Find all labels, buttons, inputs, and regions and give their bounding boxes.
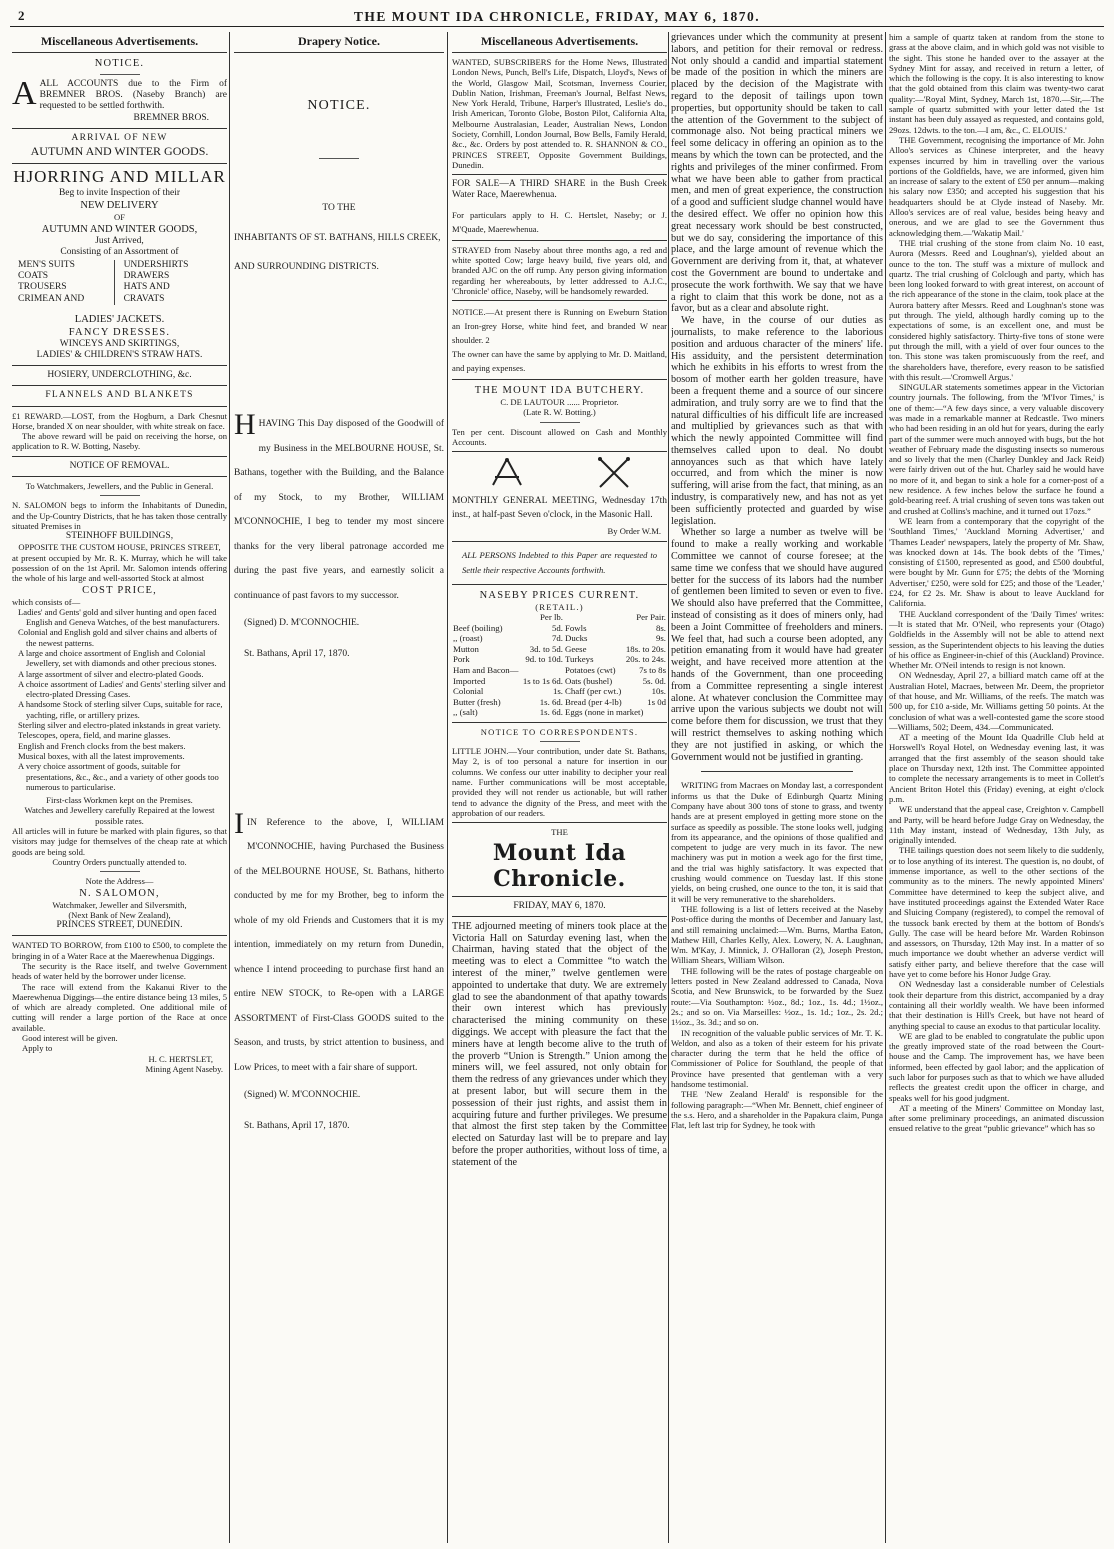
cell: Pork: [453, 654, 470, 665]
cell: 5d.: [551, 622, 563, 633]
address-note: Note the Address—: [85, 876, 154, 887]
divider: [540, 422, 580, 423]
news-item: WE learn from a contemporary that the copyright of the 'Southland Times,' 'Auckland Morning Advertiser,' and 'Thames Leader' newspapers, lately the property of Mr. Shaw, was knocked down at 14s. The book debts of the 'Times,' consisting of £1500, represented as good, and £500 doubtful, were bought by Mr. Gunn for £75; the debts of the 'Morning Advertiser,' £250, were sold for £25; and those of the 'Leader,' £24, for £2 2s. Mr. Shaw is about to leave Auckland for California.: [889, 515, 1104, 609]
table-row: [452, 623, 667, 634]
reference-notice-body: IN Reference to the above, I, WILLIAM M'CONNOCHIE, having Purchased the Business of the MELBOURNE HOUSE, St. Bathans, hitherto conducted by me for my Brother, beg to inform the whole of my old Friends and Customers that it is my intention, immediately on my return from Dunedin, whence I intend proceeding to purchase first hand an entire NEW STOCK, to Re-open with a LARGE ASSORTMENT of First-Class GOODS suited to the Season, and trusts, by strict attention to business, and Low Prices, to meet with a fair share of support.: [234, 817, 444, 1073]
address-street: PRINCES STREET, DUNEDIN.: [56, 920, 183, 931]
cell: 9s.: [655, 633, 666, 644]
firm-intro: Beg to invite Inspection of their: [58, 188, 181, 199]
dateline: FRIDAY, MAY 6, 1870.: [513, 900, 606, 911]
column-header: Per Pair.: [636, 611, 666, 622]
sale-ad: FOR SALE—A THIRD SHARE in the Bush Creek Water Race, Maerewhenua.: [452, 179, 667, 201]
news-item: AT a meeting of the Mount Ida Quadrille Club held at Horswell's Royal Hotel, on Wednesday evening last, it was arranged that the first assembly of the season should take place on Thursday next, 12th inst. The Committee appointed to complete the necessary arrangements is to meet in Collett's Ancient Briton Hotel this (Friday) evening, at eight o'clock p.m.: [889, 732, 1104, 804]
cell: 7d.: [551, 633, 563, 644]
news-item: THE Government, recognising the importance of Mr. John Alloo's services as Chinese interpreter, and the heavy expenses incurred by him in travelling over the various portions of the Goldfields, have, we are informed, given him an increase of salary to the extent of £50 per annum—making his salary now £350; and accepted his suggestion that his headquarters should be at Clyde instead of Naseby. Mr. Alloo's services are of real value, besides being heavy and onerous, and we are glad to see the Government thus acknowledging them.—'Wakatip Mail.': [889, 134, 1104, 238]
news-item: ON Wednesday last a considerable number of Celestials took their departure from this district, accompanied by a dray containing all their worldly wealth. We have been informed that their destination is Hill's Creek, but have not heard of anything special to cause an exodus to that particular locality.: [889, 979, 1104, 1031]
news-item: THE following is a list of letters received at the Naseby Post-office during the months of December and January last, and still remaining unclaimed:—Wm. Burns, Martha Eaton, Mathew Hill, Charles Kelly, Alex. Lowery, N. A. Laughnan, Wm. M'Kay, J. Minnick, J. O'Halloran (2), Joseph Preston, William Shears, William Wilson.: [671, 903, 883, 966]
divider: [12, 128, 227, 129]
borrow-signature-2: Mining Agent Naseby.: [145, 1063, 223, 1074]
stock-item: Ladies' and Gents' gold and silver hunting and open faced English and Geneva Watches, of the best manufacturers.: [18, 606, 220, 628]
stock-item: A large assortment of silver and electro-plated Goods.: [18, 668, 204, 679]
cell: ,, (roast): [453, 633, 483, 644]
firm-line: Just Arrived,: [95, 235, 144, 246]
divider: [701, 771, 853, 772]
prices-subtitle: (RETAIL.): [535, 601, 584, 612]
news-item: THE tailings question does not seem likely to die suddenly, or to lose anything of its interest. The question is, no doubt, of immense importance, as well to the other sections of the community as to the miners. The newly appointed Miners' Committee have determined to keep the subject alive, and have instituted proceedings against the Extended Water Race and Sluicing Company (registered), to compel the removal of the tussock bank erected by them at the bottom of Bonds's Gully. The case will be heard before Mr. Warden Robinson and assessors, on Thursday, 12th May inst. In a matter of so much importance we doubt whether an adverse verdict will satisfy either party, and believe therefore that the case will have yet to come before his Honor Judge Gray.: [889, 845, 1104, 980]
arrival-subtitle: AUTUMN AND WINTER GOODS.: [30, 144, 209, 159]
news-item: AT a meeting of the Miners' Committee on Monday last, after some preliminary proceedings, an animated discussion ensued relative to the great “public grievance” which has so: [889, 1102, 1104, 1134]
correspondents-title: NOTICE TO CORRESPONDENTS.: [480, 726, 639, 737]
goods-item: MEN'S SUITS: [18, 259, 75, 270]
paper-title: Mount Ida Chronicle.: [492, 839, 627, 892]
having-notice-body: HAVING This Day disposed of the Goodwill of my Business in the MELBOURNE HOUSE, St. Bathans, together with the Building, and the Balance of my Stock, to my Brother, WILLIAM M'CONNOCHIE, I beg to tender my most sincere thanks for the very liberal patronage accorded me during the past five years, and earnestly solicit a continuance of past favors to my successor.: [234, 419, 444, 601]
cell: 1s. 6d.: [539, 696, 563, 707]
horse-notice: NOTICE.—At present there is Running on Eweburn Station an Iron-grey Horse, white hind feet, and branded W near shoulder. 2: [452, 307, 667, 346]
goods-item: HATS AND: [123, 282, 170, 293]
table-header-row: [452, 612, 667, 623]
stock-item: Telescopes, opera, field, and marine glasses.: [18, 730, 171, 741]
cell: Turkeys: [564, 654, 594, 665]
divider: [100, 871, 140, 872]
column-2: [234, 32, 444, 1543]
inhabitants: INHABITANTS OF ST. BATHANS, HILLS CREEK, AND SURROUNDING DISTRICTS.: [234, 233, 441, 273]
divider: [452, 300, 667, 301]
table-row: [452, 697, 667, 708]
square-and-compass-icon: [487, 457, 527, 489]
cell: 18s. to 20s.: [625, 643, 666, 654]
address-name: N. SALOMON,: [79, 887, 160, 899]
stock-item: Colonial and English gold and silver chains and alberts of the newest patterns.: [18, 627, 217, 648]
meeting-notice: MONTHLY GENERAL MEETING, Wednesday 17th inst., at half-past Seven o'clock, in the Masonic Hall.: [452, 496, 667, 521]
removal-body-2: at present occupied by Mr. R. K. Murray, which he will take possession of on the 1st April. Mr. Salomon intends offering the whole of his large and well-assorted Stock at almost: [12, 552, 227, 584]
cell: Bread (per 4-lb): [564, 696, 622, 707]
goods-line: LADIES' & CHILDREN'S STRAW HATS.: [36, 349, 203, 360]
divider: [452, 240, 667, 241]
divider: [12, 365, 227, 366]
cell: 1s to 1s 6d.: [522, 675, 563, 686]
subscribers-ad: WANTED, SUBSCRIBERS for the Home News, Illustrated London News, Punch, Bell's Life, Dispatch, Lloyd's, News of the World, Glasgow Mail, Scotsman, Inverness Courier, Dublin Nation, Irishman, Freeman's Journal, Belfast News, New York Herald, Tribune, Harper's Illustrated, Leslie's do., Irish American, Toronto Globe, Boston Pilot, California Alta, Melbourne Australasian, Leader, Australian News, London Society, Cornhill, London Journal, Bow Bells, Family Herald, &c., &c. Orders by post attended to. R. SHANNON & CO., PRINCES STREET, Opposite Government Buildings, Dunedin.: [452, 57, 667, 170]
divider: [12, 456, 227, 457]
cell: Chaff (per cwt.): [564, 686, 622, 697]
prices-table: [452, 612, 667, 718]
stock-item: A choice assortment of Ladies' and Gents' sterling silver and electro-plated Dressing Cases.: [18, 678, 226, 700]
divider: [452, 822, 667, 823]
cell: 7s to 8s: [639, 664, 666, 675]
cell: 1s 0d: [647, 696, 666, 707]
goods-item: UNDERSHIRTS: [123, 259, 189, 270]
workmen-note: First-class Workmen kept on the Premises.: [46, 795, 193, 806]
divider: [452, 896, 667, 897]
column-rule: [668, 32, 669, 1543]
divider: [319, 158, 359, 159]
crossed-tools-icon: [596, 457, 632, 489]
column-1: [12, 32, 227, 1543]
reference-notice: [234, 806, 444, 1081]
strayed-ad: STRAYED from Naseby about three months ago, a red and white spotted Cow; large heavy build, five years old, and branded AJC on the off rump. Any person giving information regarding her whereabouts, by letter addressed to A.J.C., 'Chronicle' office, Naseby, will be handsomely rewarded.: [452, 244, 667, 296]
signature-1: (Signed) D. M'CONNOCHIE.: [244, 618, 360, 629]
firm-line: OF: [114, 212, 125, 223]
column-header: Drapery Notice.: [234, 32, 444, 53]
cell: 1s.: [552, 686, 563, 697]
cell: 1s. 6d.: [539, 707, 563, 718]
running-title: THE MOUNT IDA CHRONICLE, FRIDAY, MAY 6, 1870.: [353, 9, 761, 24]
borrow-notice-4: Good interest will be given.: [22, 1033, 118, 1043]
column-header: Miscellaneous Advertisements.: [452, 32, 667, 53]
divider: [452, 174, 667, 175]
masthead: [10, 6, 1104, 28]
removal-building: STEINHOFF BUILDINGS,: [65, 531, 174, 542]
cell: Fowls: [564, 622, 587, 633]
news-item: THE 'New Zealand Herald' is responsible for the following paragraph:—“When Mr. Bennett, chief engineer of the s.s. Hero, and a shareholder in the Papakura claim, Punga Flat, left last trip for Sydney, he took with: [671, 1089, 883, 1131]
stock-list: [12, 607, 227, 792]
divider: [12, 385, 227, 386]
goods-item: DRAWERS: [123, 271, 170, 282]
page-number: 2: [18, 8, 25, 23]
divider: [452, 584, 667, 585]
cell: Imported: [453, 675, 486, 686]
cell: Colonial: [453, 686, 484, 697]
cell: Potatoes (cwt): [564, 664, 616, 675]
butchery-title: THE MOUNT IDA BUTCHERY.: [474, 385, 645, 397]
divider: [452, 379, 667, 380]
goods-list: [18, 260, 221, 305]
masonic-emblems: [452, 456, 667, 490]
date-1: St. Bathans, April 17, 1870.: [244, 649, 350, 660]
table-row: [452, 676, 667, 687]
table-row: [452, 686, 667, 697]
cell: 10s.: [651, 686, 666, 697]
cell: Beef (boiling): [453, 622, 503, 633]
drop-cap: A: [12, 75, 37, 112]
signature-2: (Signed) W. M'CONNOCHIE.: [244, 1090, 361, 1101]
goods-line: WINCEYS AND SKIRTINGS,: [59, 338, 180, 349]
news-item: THE following will be the rates of postage chargeable on letters posted in New Zealand addressed to Canada, Nova Scotia, and New Brunswick, to be forwarded by the Suez route:—Via Southampton: ½oz., 8d.; 1oz., 1s. 4d.; 1½oz., 2s.; and so on. Via Marseilles: ½oz., 1s. 1d.; 1oz., 2s. 2d.; 1½oz., 3s. 3d.; and so on.: [671, 965, 883, 1028]
stock-item: A handsome Stock of sterling silver Cups, suitable for race, yachting, rifle, or artillery prizes.: [18, 699, 223, 720]
goods-line: LADIES' JACKETS.: [74, 313, 165, 325]
goods-left: [18, 260, 115, 305]
prices-title: NASEBY PRICES CURRENT.: [479, 589, 640, 601]
goods-item: COATS: [18, 271, 49, 282]
goods-item: CRAVATS: [123, 293, 165, 304]
cell: Ducks: [564, 633, 588, 644]
column-header: Miscellaneous Advertisements.: [12, 32, 227, 53]
column-5: [889, 32, 1104, 1543]
butchery-late: (Late R. W. Botting.): [523, 407, 596, 418]
butchery-discount: Ten per cent. Discount allowed on Cash and Monthly Accounts.: [452, 426, 667, 448]
arrival-title: ARRIVAL OF NEW: [71, 132, 168, 143]
news-item: WE are glad to be enabled to congratulate the public upon the greatly improved state of the road between the Court-house and the Camp. The improvement has, we have been informed, been effected by gaol labor; and the application of such labor for purposes such as that to which we have alluded reflects the greatest credit upon the officer in charge, and speaks well for his good judgment.: [889, 1030, 1104, 1103]
stock-item: Sterling silver and electro-plated inkstands in great variety.: [18, 720, 221, 731]
marked-note: All articles will in future be marked with plain figures, so that visitors may judge for themselves of the cheap rate at which goods are being sold.: [12, 826, 227, 857]
news-item: WRITING from Macraes on Monday last, a correspondent informs us that the Duke of Edinburgh Quartz Mining Company have about 300 tons of stone to grass, and twenty hands are at present employed in getting more stone on the surface as speedily as possible. The stone looks well, judging from its appearance, and the opinions of those qualified and competent to judge are very much in its favor. The new machinery was put in motion a week ago for the first time, and the trial was highly satisfactory. It was expected that crushing would commence on Tuesday last. If this stone yields, on being crushed, one ounce to the ton, it is said that it will be very remunerative to the shareholders.: [671, 780, 883, 904]
address-trade: Watchmaker, Jeweller and Silversmith,: [52, 899, 187, 910]
accounts-signature: BREMNER BROS.: [133, 112, 209, 123]
cell: 3d. to 5d.: [529, 643, 563, 654]
horse-notice-2: The owner can have the same by applying to Mr. D. Maitland, and paying expenses.: [452, 349, 667, 374]
cell: ,, (salt): [453, 707, 478, 718]
goods-line: FLANNELS AND BLANKETS: [45, 390, 194, 401]
borrow-notice: WANTED TO BORROW, from £100 to £500, to complete the bringing in of a Water Race at the Maerewhenua Diggings.: [12, 940, 227, 961]
article-paragraph: We have, in the course of our duties as journalists, to make reference to the laborious position and arduous character of the miners' life. His assiduity, and the persistent determination which he exhibits in his efforts to wrest from the bosom of mother earth her golden treasure, have been a frequent theme and a source of our sincere admiration, and truly sorry are we to find that the natural difficulties of his difficult life are increased and multiplied by grievances such as that with which the newly appointed Committee will find themselves called upon to deal. No doubt annoyances such as that which have lately occurred, and from which the miner is now suffering, will arise from the fact, that mining, as an industry, is comparatively new, and has not as yet been sufficiently protected and guarded by wise legislation.: [671, 315, 883, 527]
the-label: THE: [551, 827, 568, 838]
address-next: (Next Bank of New Zealand),: [68, 909, 171, 920]
news-item: IN recognition of the valuable public services of Mr. T. K. Weldon, and also as a token of their esteem for his private character during the term that he held the office of Commissioner of Police for Southland, the people of that Province have presented that gentleman with a very handsome testimonial.: [671, 1027, 883, 1090]
reward-notice-2: The above reward will be paid on receiving the horse, on application to R. W. Botting, Naseby.: [12, 431, 227, 452]
stock-item: Musical boxes, with all the latest improvements.: [18, 750, 185, 761]
removal-address: OPPOSITE THE CUSTOM HOUSE, PRINCES STREET,: [18, 542, 221, 553]
column-header: Per lb.: [540, 611, 563, 622]
accounts-notice-body: ALL ACCOUNTS due to the Firm of BREMNER BROS. (Naseby Branch) are requested to be settled forthwith.: [39, 79, 227, 112]
cell: 20s. to 24s.: [625, 654, 666, 665]
cell: Butter (fresh): [453, 696, 501, 707]
sale-ad-2: For particulars apply to H. C. Hertslet, Naseby; or J. M'Quade, Maerewhenua.: [452, 209, 667, 234]
to-the: TO THE: [322, 203, 356, 213]
firm-name: HJORRING AND MILLAR: [13, 167, 226, 187]
borrow-signature: H. C. HERTSLET,: [148, 1053, 213, 1064]
notice-title: NOTICE.: [94, 58, 145, 69]
divider: [540, 741, 580, 742]
repair-note: Watches and Jewellery carefully Repaired at the lowest possible rates.: [24, 805, 215, 826]
country-orders: Country Orders punctually attended to.: [52, 856, 187, 867]
cell: Eggs (none in market): [564, 707, 644, 718]
stock-item: A large and choice assortment of English and Colonial Jewellery, set with diamonds and other precious stones.: [18, 648, 217, 669]
firm-line: Consisting of an Assortment of: [60, 246, 179, 257]
table-row: [452, 665, 667, 676]
stock-item: English and French clocks from the best makers.: [18, 740, 186, 751]
top-rule: [10, 26, 1104, 27]
reward-notice: £1 REWARD.—LOST, from the Hogburn, a Dark Chesnut Horse, branded X on near shoulder, with white streak on face.: [12, 410, 227, 431]
indebted-notice: ALL PERSONS Indebted to this Paper are requested to Settle their respective Accounts forthwith.: [462, 549, 657, 575]
news-item: SINGULAR statements sometimes appear in the Victorian country journals. The following, from the 'M'Ivor Times,' is one of them:—“A few days since, a very valuable discovery was made in a remarkable manner at Redcastle. Two miners who had been residing in an old hut for years, during the early part of the summer were much annoyed with bugs, but the hot weather of February made the disgusting insects so numerous and so lively that the men (Charley Dunkley and Jack Reid) were fairly driven out of the hut. Charley said he would have no more of it, and began to sink a hole for a corner-post of a new residence. A few inches below the surface he found a gold-bearing reef. A trial crushing of seven tons was taken out and crushed at Collins's machine, and it turned out 17ozs.”: [889, 382, 1104, 516]
notice-title: NOTICE.: [307, 98, 371, 113]
article-paragraph: grievances under which the community at present labors, and petition for their removal or redress. Not only should a candid and impartial statement be made of the position in which the miners are placed by the decision of the Magistrate with regard to the deposit of tailings upon town properties, but opportunity should be taken to call the attention of the Government to the subject of commonage also. Not being practical miners we feel some delicacy in offering an opinion as to the means by which the town can be protected, and the rights and privileges of the miner confirmed. From what we have been able to gather from practical men, and men of great experience, the construction of a good and sufficient sludge channel would have the desired effect. We offer no opinion how this great necessary work should be best constructed, but we do say, considering the importance of this place, and the large amount of revenue which the Government are deriving from it, that, at whatever cost the Government are bound to undertake and prosecute the work forthwith. We say that we have a right to claim that this work be done, not as a favor, but as a clear and absolute right.: [671, 32, 883, 315]
goods-item: CRIMEAN AND: [18, 293, 85, 304]
stock-item: A very choice assortment of goods, suitable for presentations, &c., &c., and a variety of other goods too numerous to particularise.: [18, 761, 219, 792]
drop-cap: I: [234, 806, 244, 840]
column-rule: [229, 32, 230, 1543]
cost-price: COST PRICE,: [82, 584, 157, 596]
divider: [452, 722, 667, 723]
goods-line: HOSIERY, UNDERCLOTHING, &c.: [47, 370, 192, 381]
borrow-notice-2: The security is the Race itself, and twelve Government heads of water held by the borrower under license.: [12, 960, 227, 982]
cell: Oats (bushel): [564, 675, 613, 686]
table-row: [452, 654, 667, 665]
article-paragraph: Whether so large a number as twelve will be found to make a really working and workable Committee we cannot of course foresee; at the same time we confess that we should have augured better for the success of its labors had the number of gentlemen been limited to seven or even to five. We should also have preferred that the Committee, instead of consisting as it does of miners only, had been a Joint Committee of freeholders and miners. We feel that, had such a course been adopted, any petition emanating from it would have had greater weight, and have received more attention at the hands of the Government, than one proceeding from a Committee representing a single interest alone. At whatever conclusion the Committee may arrive upon the various subjects we doubt not will come before them for discussion, we trust that they will restrict themselves to asking nothing which they are not justified in asking, or which the Government would not be justified in granting.: [671, 527, 883, 763]
divider: [100, 495, 140, 496]
meeting-order: By Order W.M.: [607, 526, 661, 537]
date-2: St. Bathans, April 17, 1870.: [244, 1121, 350, 1132]
news-item: ON Wednesday, April 27, a billiard match came off at the Australian Hotel, Macraes, between Mr. Deem, the proprietor of that house, and Mr. Williams, of the reefs. The match was 500 up, for £10 a-side, Mr. Williams getting 50 points. At the conclusion of what was a well-contested game the score stood—Williams, 502; Deem, 434.—Communicated.: [889, 670, 1104, 732]
removal-body: N. SALOMON begs to inform the Inhabitants of Dunedin, and the Up-Country Districts, that he has taken those centrally situated Premises in: [12, 500, 227, 531]
column-rule: [885, 32, 886, 1543]
table-row: [452, 707, 667, 718]
news-item: THE Auckland correspondent of the 'Daily Times' writes:—It is stated that Mr. O'Neil, who represents your (Otago) Goldfields in the Assembly will not be able to attend next session, as the Superintendent objects to his leaving the duties of his office as Engineer-in-chief of this (Auckland) Province. Whether Mr. O'Neil intends to resign is not known.: [889, 608, 1104, 671]
consists-of: which consists of—: [12, 596, 81, 607]
divider: [452, 541, 667, 542]
butchery-proprietor: C. DE LAUTOUR ...... Proprietor.: [500, 397, 619, 408]
divider: [12, 476, 227, 477]
divider: [12, 406, 227, 407]
goods-line: FANCY DRESSES.: [68, 326, 171, 338]
cell: 9d. to 10d.: [525, 654, 563, 665]
news-item: WE understand that the appeal case, Creighton v. Campbell and Party, will be heard before Judge Gray on Wednesday, the 11th May instant, instead of Wednesday, 13th July, as originally intended.: [889, 804, 1104, 846]
cell: 5s. 0d.: [642, 675, 666, 686]
having-notice: [234, 408, 444, 608]
removal-title: NOTICE OF REMOVAL.: [69, 460, 170, 471]
divider: [12, 935, 227, 936]
table-row: [452, 644, 667, 655]
borrow-notice-5: Apply to: [22, 1043, 53, 1054]
column-3: [452, 32, 667, 1543]
cell: Geese: [564, 643, 587, 654]
divider: [452, 451, 667, 452]
accounts-notice: [12, 75, 227, 113]
news-item: THE trial crushing of the stone from claim No. 10 east, Aurora (Messrs. Reed and Loughnan's), yielded about an ounce to the ton. The stuff was a mixture of mullock and quartz. The trial crushing of Colclough and party, which has been long looked forward to with great interest, on account of the rich appearance of the stone in the claim, took place at the Aurora battery after Messrs. Reed and Loughnan's stone was put through. The yield, although hardly coming up to the expectations of some, is an excellent one, and must be considered highly satisfactory. Thirty-five tons of stone were put through the mill, with a yield of over four ounces to the ton. This stone was taken promiscuously from the reef, and the shareholders have, therefore, every reason to be satisfied with this result.—'Cromwell Argus.': [889, 237, 1104, 382]
column-rule: [447, 32, 448, 1543]
divider: [12, 163, 227, 164]
firm-line: AUTUMN AND WINTER GOODS,: [41, 223, 198, 235]
borrow-notice-3: The race will extend from the Kakanui River to the Maerewhenua Diggings—the entire distance being 13 miles, 5 of which are already completed. One additional mile of cutting will render a large portion of the Race at once available.: [12, 981, 227, 1033]
removal-to: To Watchmakers, Jewellers, and the Public in General.: [25, 480, 214, 491]
divider: [100, 74, 140, 75]
cell: 8s.: [655, 622, 666, 633]
leading-article: THE adjourned meeting of miners took place at the Victoria Hall on Saturday evening last, when the Chairman, having stated that the object of the meeting was to elect a Committee “to watch the interest of the miner,” twelve gentlemen were appointed to undertake that duty. We are extremely glad to see the abandonment of that apathy towards their own interest which has previously characterised the mining community on these diggings. We accept with pleasure the fact that the miners have at length become alive to the truth of the proverb “Union is Strength.” Union among the miners will, we feel assured, not only obtain for them the redress of any grievances under which they at present labor, but will secure them in the possession of their just rights, and assist them in acquiring future and further privileges. We presume that almost the first step taken by the Committee elected on Saturday last will be to prepare and lay before the proper authorities, without loss of time, a statement of the: [452, 920, 667, 1168]
cell: Ham and Bacon—: [453, 664, 519, 675]
column-4: [671, 32, 883, 1543]
table-row: [452, 633, 667, 644]
firm-line: NEW DELIVERY: [80, 200, 159, 212]
news-item: him a sample of quartz taken at random from the stone to grass at the above claim, and in which gold was not visible to the sight. This stone he handed over to the assayer at the Sydney Mint for assay, and received in return a letter, of which the following is the copy. It is also interesting to know that the gold obtained from this claim was twenty-two carat quality:—'Royal Mint, Sydney, March 1st, 1870.—Sir,—The sample of quartz submitted with your letter dated the 1st instant has been duly assayed as requested, and contains gold, 29ozs. 12dwts. to the ton.—I am, &c., C. ELOUIS.': [889, 32, 1104, 135]
cell: Mutton: [453, 643, 479, 654]
drop-cap: H: [234, 408, 256, 442]
correspondents-body: LITTLE JOHN.—Your contribution, under date St. Bathans, May 2, is of too personal a nature for insertion in our columns. We confess our utter inability to decipher your real name. Further communications will be most acceptable, provided they will not render us actionable, but will rather tend to advance the dignity of the Press, and meet with the approbation of our readers.: [452, 746, 667, 818]
goods-right: [124, 260, 221, 305]
divider: [452, 916, 667, 917]
goods-item: TROUSERS: [18, 282, 67, 293]
cell: [521, 665, 564, 676]
